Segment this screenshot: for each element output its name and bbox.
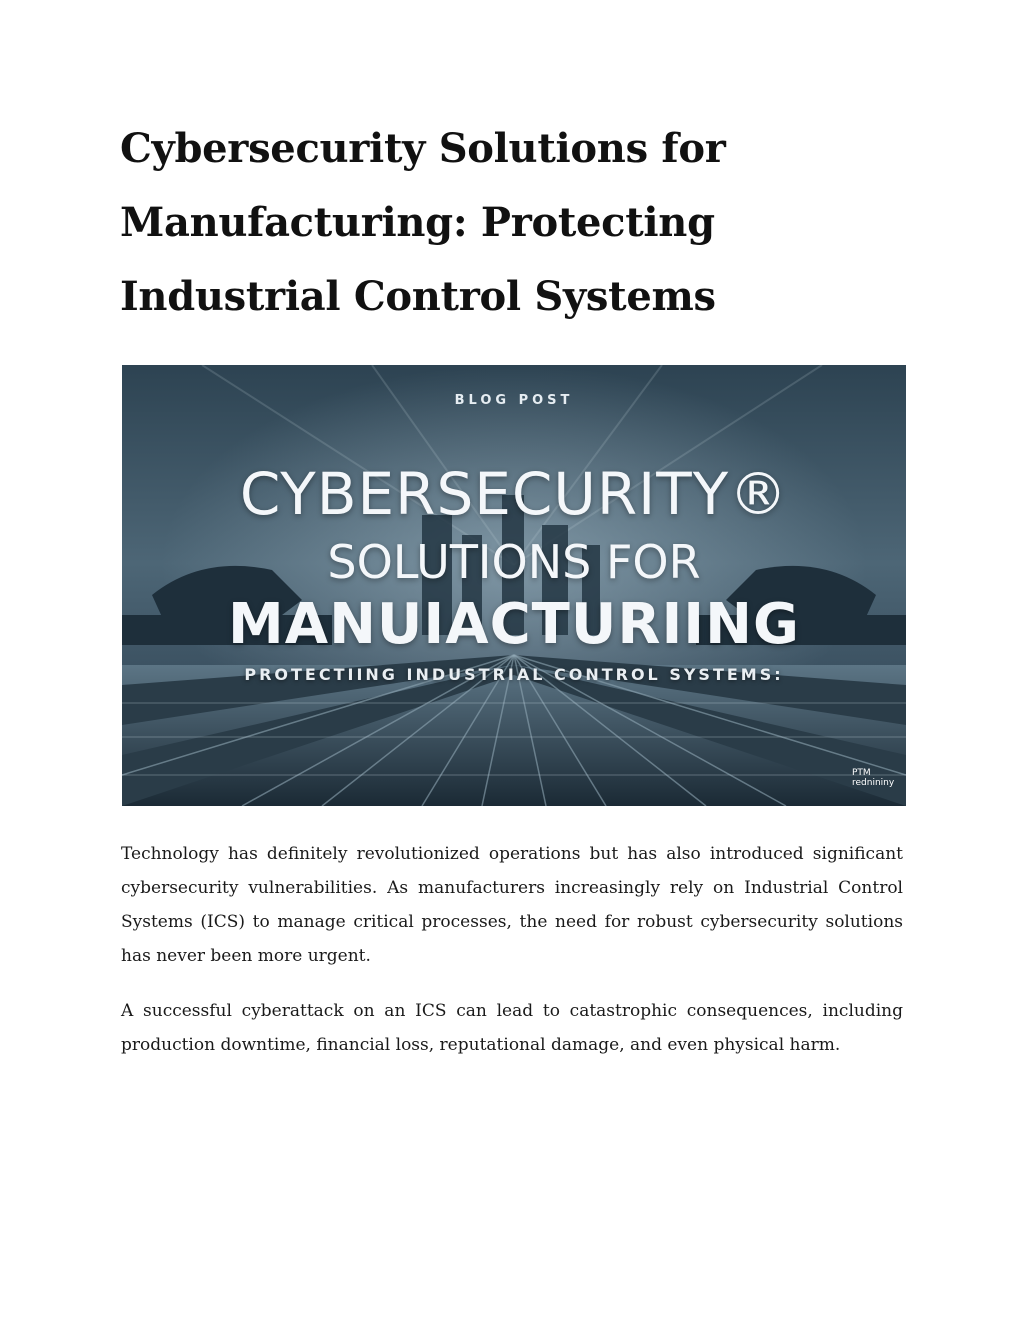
hero-headline-line-1: CYBERSECURITY® [239,460,789,528]
hero-overlay-text [122,365,906,806]
hero-image [122,365,906,806]
page-title-line-2: Manufacturing: Protecting [120,199,715,246]
hero-headline-line-2: SOLUTIONS FOR [327,535,701,589]
hero-brand-logo: PTM rednininy [852,768,895,788]
hero-headline-line-3: MANUIACTURIING [228,592,800,657]
paragraph-intro: Technology has definitely revolutionized operations but has also introduced significant cybersecurity vulnerabilities. As manufacturers increasingly rely on Industrial Control Systems (ICS) to manage critical processes, the need for robust cybersecurity solutions has never been more urgent. [121,844,903,966]
page-title [120,112,880,334]
hero-eyebrow: BLOG POST [454,393,574,408]
paragraph-consequences: A successful cyberattack on an ICS can lead to catastrophic consequences, including production downtime, financial loss, reputational damage, and even physical harm. [121,1001,903,1055]
page-title-line-1: Cybersecurity Solutions for [120,125,726,172]
page-title-line-3: Industrial Control Systems [120,273,716,320]
hero-subheadline: PROTECTIING INDUSTRIAL CONTROL SYSTEMS: [244,665,784,684]
